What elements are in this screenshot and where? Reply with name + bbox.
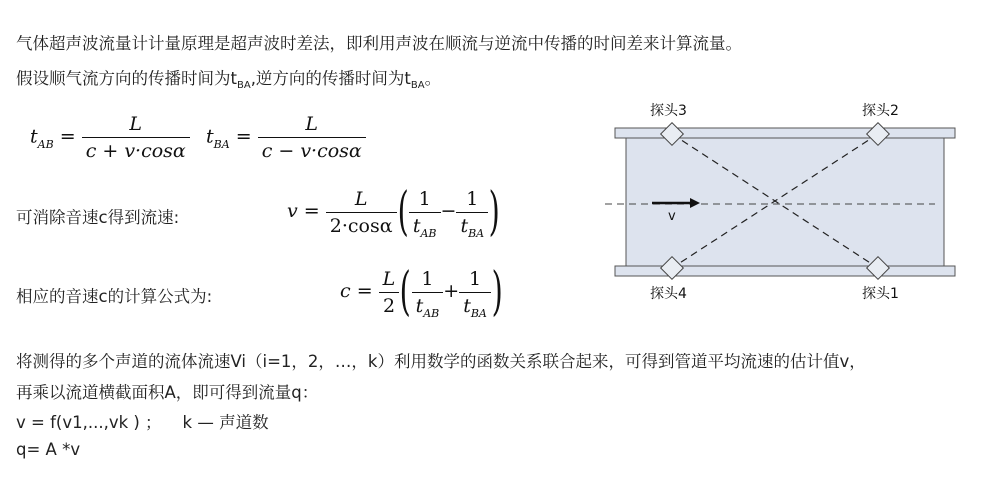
v-open-paren: ( [397,182,409,242]
tab-numerator: L [82,113,190,138]
v-inner-frac-1: $\frac{1}{t_{AB}}$ [409,188,441,237]
formula-sound-speed [340,262,503,322]
tba-eq: = [235,125,252,148]
pipe-diagram [600,90,960,310]
c-denominator: 2 [382,294,396,317]
c-lhs: c [340,280,351,302]
tba-lhs: t [206,125,214,148]
probe-4-label: 探头4 [650,286,687,302]
v-numerator: L [326,188,397,213]
v-close-paren: ) [488,182,500,242]
c-fraction [379,268,400,317]
probe-3-label: 探头3 [650,103,687,119]
intro-line-1: 气体超声波流量计计量原理是超声波时差法，即利用声波在顺流与逆流中传播的时间差来计算流量。 [16,34,742,53]
tab-fraction [82,113,190,162]
intro-line-2-sub1: BA [236,80,251,91]
tba-fraction [258,113,366,162]
tab-eq: = [59,125,76,148]
probe-2-label: 探头2 [862,103,899,119]
c-inner-frac-1: $\frac{1}{t_{AB}}$ [412,268,444,317]
body-formula-q: q= A *v [16,440,81,459]
tba-sub: BA [213,137,230,151]
tab-denominator: c + v·cosα [85,140,186,162]
intro-line-2-a: 假设顺气流方向的传播时间为t [16,69,237,88]
intro-line-2 [16,65,441,89]
v-minus: − [440,200,457,222]
c-inner-frac-2: $\frac{1}{t_{BA}}$ [459,268,491,317]
body-paragraph-1: 将测得的多个声道的流体流速Vi（i=1，2，…，k）利用数学的函数关系联合起来，可得到管道平均流速的估计值v， [16,352,866,371]
flow-velocity-label: v [668,209,676,224]
v-lhs: v [287,200,298,222]
probe-1-label: 探头1 [862,286,899,302]
body-paragraph-2: 再乘以流道横截面积A，即可得到流量q： [16,383,319,402]
tba-denominator: c − v·cosα [261,140,362,162]
velocity-label: 可消除音速c得到流速: [16,208,180,227]
formula-velocity [287,182,500,242]
c-numerator: L [379,268,400,293]
formula-tab [30,113,190,162]
v-eq: = [303,200,320,222]
body-formula-v: v = f(v1,...,vk ) ； k — 声道数 [16,413,269,432]
intro-line-2-sub2: BA [410,80,425,91]
c-close-paren: ) [491,262,503,322]
tab-lhs: t [30,125,38,148]
c-eq: = [356,280,373,302]
intro-line-2-c: 。 [424,69,442,88]
c-open-paren: ( [399,262,412,322]
v-denominator: 2·cosα [329,214,393,237]
formula-tba [206,113,366,162]
tab-sub: AB [37,137,54,151]
intro-line-2-b: ,逆方向的传播时间为t [250,69,411,88]
sound-speed-label: 相应的音速c的计算公式为: [16,287,213,306]
c-plus: + [443,280,460,302]
v-inner-frac-2: $\frac{1}{t_{BA}}$ [456,188,488,237]
tba-numerator: L [258,113,366,138]
v-fraction [326,188,397,237]
